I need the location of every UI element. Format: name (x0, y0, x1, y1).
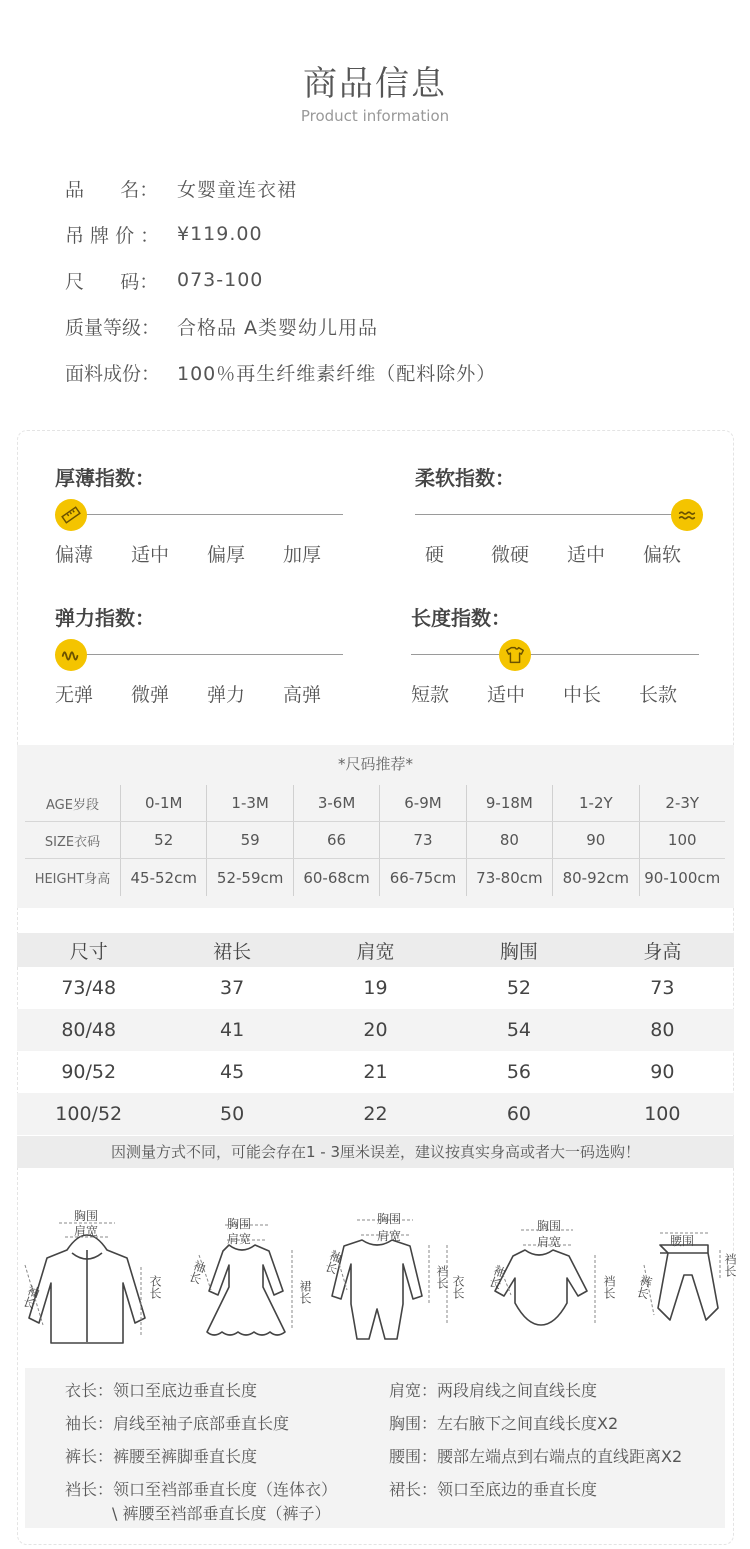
rec-cell: 45-52cm (120, 859, 206, 896)
scale-label: 适中 (487, 684, 526, 706)
table-cell: 50 (220, 1103, 245, 1125)
thickness-index (55, 462, 343, 567)
scale-label: 偏薄 (55, 544, 94, 566)
definition-item: \ 裤腰至裆部垂直长度（裤子） (112, 1504, 331, 1523)
index-scale (55, 540, 343, 567)
index-title: 弹力指数： (55, 606, 155, 630)
rec-row-height (25, 859, 725, 896)
chest-label: 胸围 (227, 1217, 252, 1231)
index-title: 长度指数： (411, 606, 511, 630)
garment-length-label: 衣长 (451, 1275, 465, 1299)
table-cell: 54 (506, 1019, 532, 1041)
measurement-table (17, 933, 734, 1135)
info-label: 质量等级： (65, 316, 161, 339)
dress-diagram (177, 1195, 317, 1350)
info-value: 合格品 A类婴幼儿用品 (177, 316, 379, 339)
rec-cell: 80-92cm (552, 859, 638, 896)
rec-cell: 9-18M (466, 785, 552, 821)
spring-icon (55, 639, 87, 671)
index-scale (411, 680, 699, 707)
table-cell: 22 (363, 1103, 388, 1125)
definition-item: 袖长：肩线至袖子底部垂直长度 (65, 1414, 290, 1433)
scale-label: 偏厚 (207, 544, 246, 566)
definition-item: 衣长：领口至底边垂直长度 (65, 1381, 258, 1400)
scale-label: 硬 (425, 544, 445, 566)
info-row-grade (65, 303, 496, 349)
rec-row-size (25, 822, 725, 859)
table-cell: 73/48 (61, 977, 117, 999)
shoulder-label: 肩宽 (227, 1232, 252, 1246)
chest-label: 胸围 (74, 1209, 99, 1223)
chest-label: 胸围 (377, 1212, 402, 1226)
size-rec-table (25, 785, 725, 896)
table-cell: 52 (506, 977, 532, 999)
table-cell: 90 (650, 1061, 675, 1083)
crotch-length-label: 裆长 (723, 1253, 737, 1277)
info-label: 尺 码： (65, 270, 159, 293)
table-cell: 45 (220, 1061, 245, 1083)
info-row-fabric (65, 349, 496, 395)
rec-cell: 100 (639, 822, 725, 858)
page-subtitle: Product information (300, 107, 450, 125)
length-index (411, 602, 699, 707)
sleeve-label: 袖长 (20, 1283, 42, 1311)
table-cell: 100/52 (55, 1103, 123, 1125)
column-header: 肩宽 (356, 940, 395, 963)
softness-index (415, 462, 703, 567)
rec-cell: 1-2Y (552, 785, 638, 821)
table-row (17, 1093, 734, 1135)
definition-item: 裤长：裤腰至裤脚垂直长度 (65, 1447, 258, 1466)
rec-cell: 66-75cm (379, 859, 465, 896)
table-cell: 90/52 (61, 1061, 117, 1083)
shoulder-label: 肩宽 (537, 1235, 562, 1249)
table-cell: 21 (363, 1061, 388, 1083)
index-title: 厚薄指数： (55, 466, 155, 490)
rec-cell: 60-68cm (293, 859, 379, 896)
index-slider (411, 632, 699, 678)
garment-diagrams (17, 1195, 737, 1355)
rec-cell: 2-3Y (639, 785, 725, 821)
crotch-length-label: 裆长 (435, 1265, 449, 1289)
info-row-name (65, 165, 496, 211)
rec-cell: 52-59cm (206, 859, 292, 896)
crotch-length-label: 裆长 (602, 1275, 616, 1299)
slider-track (55, 514, 343, 515)
rec-cell: 73-80cm (466, 859, 552, 896)
scale-label: 长款 (639, 684, 678, 706)
scale-label: 弹力 (207, 684, 246, 706)
romper-diagram (317, 1195, 467, 1350)
table-header-row (17, 933, 734, 967)
rec-cell: 6-9M (379, 785, 465, 821)
rec-cell: 80 (466, 822, 552, 858)
scale-label: 适中 (131, 544, 170, 566)
elasticity-index (55, 602, 343, 707)
scale-label: 微硬 (491, 544, 530, 566)
index-scale (55, 680, 343, 707)
table-cell: 73 (650, 977, 675, 999)
scale-label: 偏软 (643, 544, 682, 566)
rec-row-age (25, 785, 725, 822)
info-value: 100％再生纤维素纤维（配料除外） (177, 362, 497, 385)
slider-track (55, 654, 343, 655)
sleeve-label: 袖长 (322, 1248, 344, 1276)
scale-label: 适中 (567, 544, 606, 566)
table-row (17, 1009, 734, 1051)
table-row (17, 1051, 734, 1093)
rec-cell: 3-6M (293, 785, 379, 821)
scale-label: 微弹 (131, 684, 170, 706)
column-header: 身高 (643, 940, 682, 963)
table-cell: 19 (363, 977, 388, 999)
rec-cell: 90 (552, 822, 638, 858)
skirt-length-label: 裙长 (298, 1280, 312, 1304)
shoulder-label: 肩宽 (377, 1229, 402, 1243)
rec-row-head: HEIGHT身高 (34, 872, 111, 887)
table-cell: 41 (220, 1019, 245, 1041)
table-cell: 60 (506, 1103, 532, 1125)
measurement-note: 因测量方式不同，可能会存在1 - 3厘米误差，建议按真实身高或者大一码选购！ (17, 1136, 734, 1168)
shoulder-label: 肩宽 (74, 1224, 99, 1238)
size-recommendation (17, 745, 734, 908)
chest-label: 胸围 (537, 1219, 562, 1233)
scale-label: 高弹 (283, 684, 322, 706)
slider-track (415, 514, 703, 515)
column-header: 尺寸 (69, 940, 108, 963)
rec-cell: 66 (293, 822, 379, 858)
scale-label: 短款 (411, 684, 450, 706)
info-label: 吊 牌 价 ： (65, 224, 160, 247)
scale-label: 无弹 (55, 684, 94, 706)
rec-cell: 52 (120, 822, 206, 858)
bodysuit-diagram (477, 1195, 617, 1350)
ruler-icon (55, 499, 87, 531)
index-slider (415, 492, 703, 538)
column-header: 胸围 (499, 940, 538, 963)
measurement-definitions (25, 1368, 725, 1528)
column-header: 裙长 (213, 940, 252, 963)
scale-label: 加厚 (283, 544, 322, 566)
info-label: 品 名： (65, 178, 159, 201)
waist-label: 腰围 (670, 1234, 695, 1248)
rec-cell: 59 (206, 822, 292, 858)
size-rec-title: *尺码推荐* (337, 755, 413, 773)
table-cell: 37 (220, 977, 245, 999)
info-label: 面料成份： (65, 362, 161, 385)
rec-row-head: AGE岁段 (46, 797, 99, 813)
info-row-price (65, 211, 496, 257)
sleeve-label: 袖长 (186, 1258, 208, 1286)
info-row-size (65, 257, 496, 303)
table-cell: 100 (644, 1103, 681, 1125)
page-title: 商品信息 (303, 64, 447, 104)
rec-row-head: SIZE衣码 (44, 834, 101, 850)
definition-item: 腰围：腰部左端点到右端点的直线距离X2 (389, 1447, 683, 1466)
rec-cell: 0-1M (120, 785, 206, 821)
definition-item: 肩宽：两段肩线之间直线长度 (389, 1381, 598, 1400)
pants-length-label: 裤长 (634, 1273, 654, 1301)
sleeve-label: 袖长 (486, 1263, 508, 1291)
index-title: 柔软指数： (415, 466, 515, 490)
shirt-icon (499, 639, 531, 671)
rec-cell: 73 (379, 822, 465, 858)
table-row (17, 967, 734, 1009)
rec-cell: 1-3M (206, 785, 292, 821)
definition-item: 裙长：领口至底边的垂直长度 (389, 1480, 598, 1499)
table-cell: 56 (506, 1061, 532, 1083)
jacket-diagram (17, 1195, 162, 1350)
definition-item: 裆长：领口至裆部垂直长度（连体衣） (65, 1480, 338, 1499)
product-info-list (65, 165, 496, 395)
info-value: 女婴童连衣裙 (177, 178, 298, 201)
table-cell: 20 (363, 1019, 388, 1041)
garment-length-label: 衣长 (148, 1275, 162, 1299)
table-cell: 80/48 (61, 1019, 117, 1041)
index-slider (55, 492, 343, 538)
info-value: ¥119.00 (177, 223, 263, 245)
pants-diagram (622, 1195, 737, 1350)
index-scale (415, 540, 703, 567)
rec-cell: 90-100cm (639, 859, 725, 896)
wave-icon (671, 499, 703, 531)
scale-label: 中长 (563, 684, 602, 706)
table-cell: 80 (650, 1019, 675, 1041)
definition-item: 胸围：左右腋下之间直线长度X2 (389, 1414, 619, 1433)
index-slider (55, 632, 343, 678)
info-value: 073-100 (177, 269, 264, 291)
slider-track (411, 654, 699, 655)
